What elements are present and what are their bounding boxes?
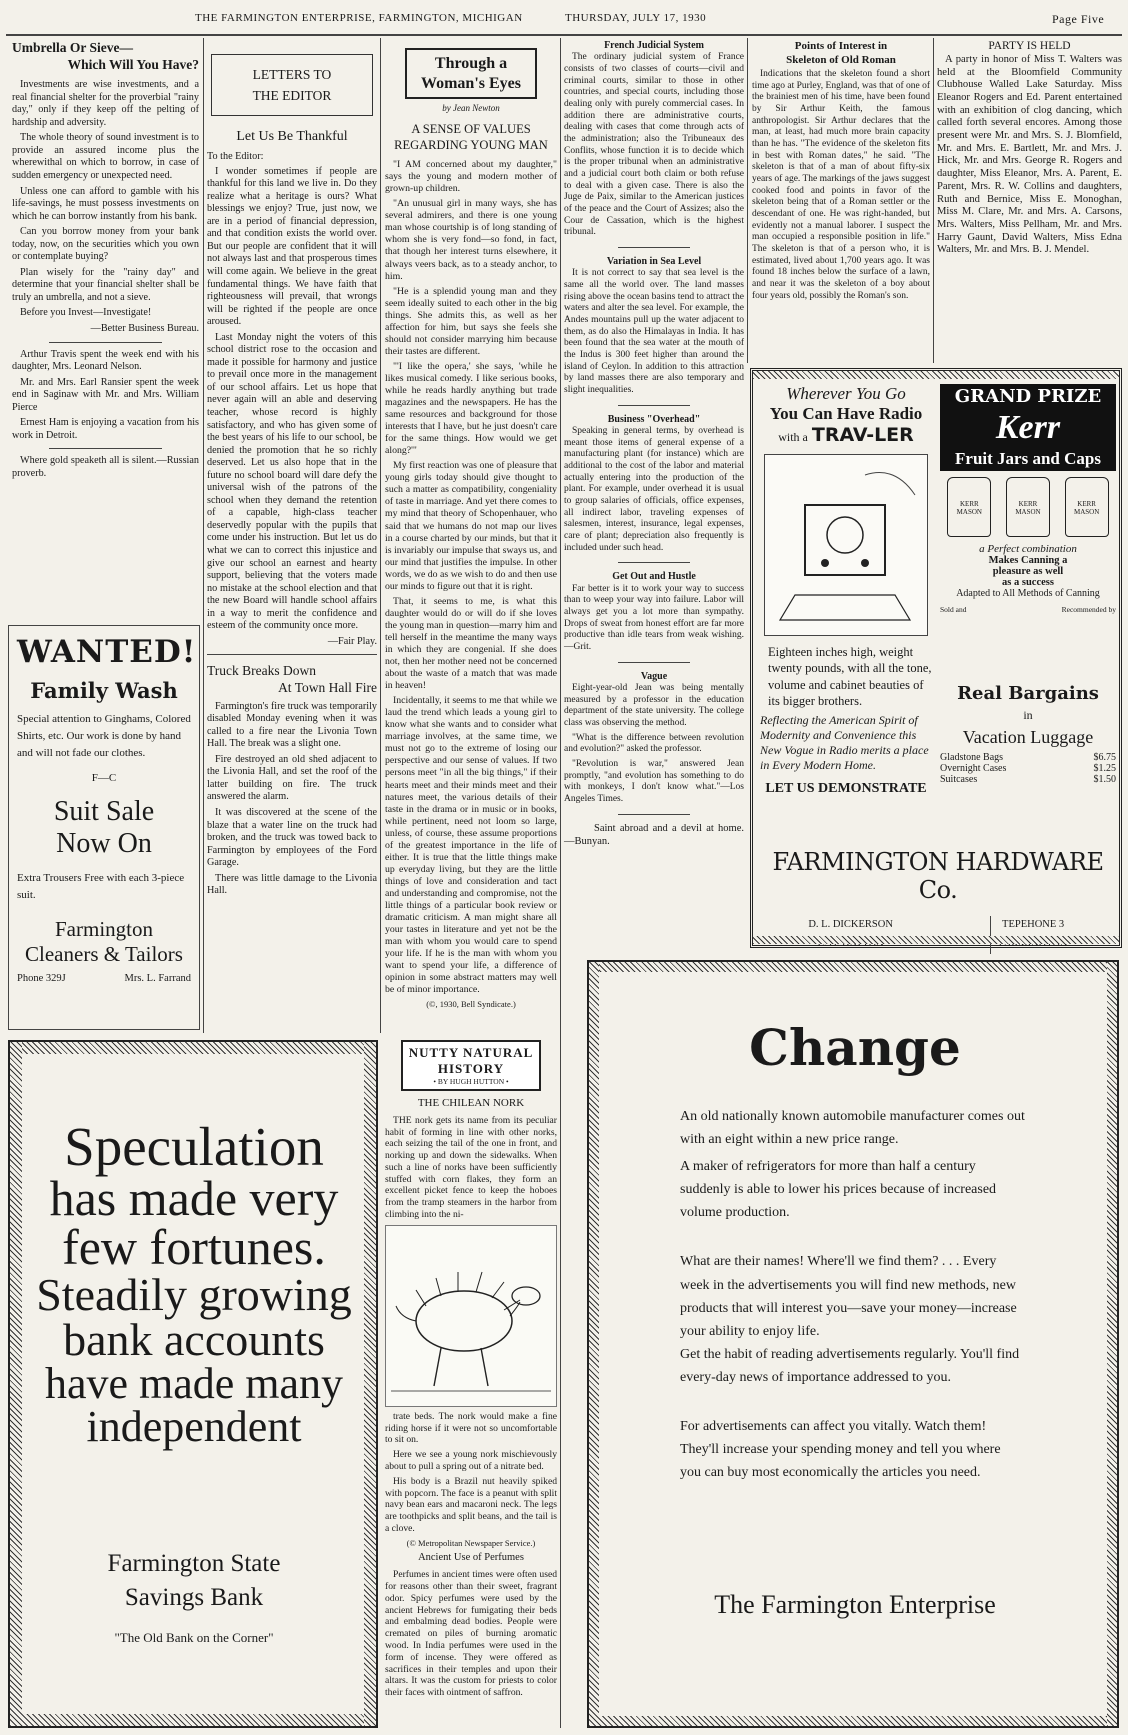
nork-illustration	[385, 1225, 557, 1407]
paragraph: It is not correct to say that sea level is the same all the world over. The land masses rising above the ocean basins tend to attract the waters and alter the sea level. For example, the Andes mountains pull up the water adjacent to them, as do also the Himalayas in India. It has been found that the sea water at the mouth of the Indus is 300 feet higher than around the island of Ceylon. In addition to this attraction by land masses there are also temporary and slight inequalities.	[564, 268, 744, 396]
column-rule	[560, 38, 561, 1728]
divider	[618, 562, 690, 563]
paragraph: Last Monday night the voters of this school district rose to the occasion and made it possible for harmony and justice to prevail once more in the management of our school affairs. Let us hope that never again will an able and deserving teacher, whose record is highly satisfactory, and who has given some of the best years of his life to our school, be denied the promotion that he so richly deserved. Let us also hope that in the future no school board will dare defy the universal wish of the patrons of the school when they demand the retention of a capable, high-class teacher deservedly popular with the pupils that come under his instruction. But let us do what we can to correct this injustice and give our school an earnest and hearty support, believing that the voters made no mistake at the school election and that the new Board will handle school affairs in a way to merit the confidence and esteem of the community once more.	[207, 331, 377, 632]
letters-column	[207, 40, 377, 901]
radio-cta: LET US DEMONSTRATE	[765, 781, 927, 796]
article-heading: A SENSE OF VALUES REGARDING YOUNG MAN	[394, 122, 548, 152]
kerr-line: as a success	[1002, 577, 1054, 588]
ad-border-pattern	[753, 371, 1119, 379]
bank-slogan	[24, 1116, 364, 1452]
jars	[940, 477, 1116, 537]
paragraph: It was discovered at the scene of the blaze that a water line on the truck had broken, and the truck was towed back to Farmington by employees of the Ford Garage.	[207, 806, 377, 869]
brief-heading: Business "Overhead"	[607, 413, 701, 425]
bargain-in: in	[1023, 708, 1033, 722]
page-number: Page Five	[1052, 12, 1105, 26]
paragraph: There was little damage to the Livonia Hall.	[207, 872, 377, 897]
paragraph: Here we see a young nork mischievously about to pull a spring out of a nitrate bed.	[385, 1449, 557, 1473]
logo-title: NUTTY NATURAL	[408, 1045, 534, 1060]
ad-border-pattern	[589, 1716, 1117, 1726]
kerr-line: Makes Canning a	[988, 555, 1068, 566]
article-title: Truck Breaks Down	[207, 663, 316, 679]
article-heading: PARTY IS HELD	[988, 40, 1071, 52]
news-item: Ernest Ham is enjoying a vacation from his work in Detroit.	[12, 417, 199, 441]
paragraph: For advertisements can affect you vitally. Watch them! They'll increase your spending money and tell you where you can buy most economically the articles you need.	[680, 1419, 1001, 1481]
ad-body: Special attention to Ginghams, Colored Shirts, etc. Our work is done by hand and will not fade our clothes.	[17, 713, 191, 760]
radio-ad	[760, 384, 932, 839]
change-title: Change	[749, 1018, 961, 1077]
ad-border-pattern	[10, 1042, 22, 1726]
radio-illustration	[764, 454, 928, 636]
ad-subtitle: Family Wash	[30, 678, 178, 703]
masthead-rule	[6, 34, 1122, 36]
kerr-product: Fruit Jars and Caps	[940, 447, 1116, 471]
bargain-heading: Real Bargains	[957, 683, 1099, 704]
ad-border-pattern	[1107, 962, 1117, 1726]
sale-heading: Now On	[56, 828, 152, 860]
paragraph: "An unusual girl in many ways, she has several admirers, and there is one young man whose courtship is of long standing of whom she is very fond—so fond, in fact, that though her interest turns elsewhere, it always veers back, as to a steady anchor, to him.	[385, 198, 557, 282]
paragraph: An old nationally known automobile manufacturer comes out with an eight within a new price range.	[680, 1109, 1025, 1148]
kerr-sold: Sold and	[940, 605, 967, 614]
paragraph: Far better is it to work your way to success than to weep your way into failure. Labor will always get you a lot more than sympathy. Drops of sweat from honest effort are far more productive than idle tears from weak wishing.—Grit.	[564, 583, 744, 653]
paragraph: Get the habit of reading advertisements regularly. You'll find every-day news of importance addressed to you.	[680, 1346, 1020, 1385]
ad-border-pattern	[10, 1042, 376, 1054]
paragraph: The ordinary judicial system of France consists of two classes of courts—civil and criminal courts, similar to those in other countries, and special courts, including those dealing only with purely commercial cases. In addition there are administrative courts, dealing with cases that come through acts of the administration; also the Tribuneaux des Conflits, whose function it is to decide which is the proper tribunal when an administrative and a judicial court both claim or both refuse to deal with a given case. There is also the Juge de Paix, similar to the American justices of the peace and the Court of Assizes; also the Cour de Cassation, which is the highest tribunal.	[564, 52, 744, 238]
kerr-brand: Kerr	[940, 409, 1116, 447]
sale-note: Extra Trousers Free with each 3-piece suit.	[17, 872, 185, 901]
article-title: At Town Hall Fire	[278, 679, 377, 695]
hardware-phone: TEPEHONE 3	[1002, 919, 1065, 930]
logo-title: Through a	[434, 55, 508, 72]
article-heading: Ancient Use of Perfumes	[418, 1552, 524, 1564]
slogan-line: has made very	[49, 1169, 339, 1226]
firm-name: Cleaners & Tailors	[25, 942, 183, 967]
article-heading: Skeleton of Old Roman	[786, 53, 896, 66]
ad-border-pattern	[753, 936, 1119, 944]
bank-name: Farmington State	[107, 1550, 281, 1577]
proverb: Where gold speaketh all is silent.—Russian proverb.	[12, 455, 199, 479]
slogan-line: few fortunes.	[62, 1218, 326, 1275]
paragraph: Can you borrow money from your bank today, now, on the securities which you own or contemplate buying?	[12, 226, 199, 263]
article-heading: Points of Interest in	[794, 40, 888, 52]
brief-heading: Variation in Sea Level	[606, 256, 702, 268]
brief-heading: French Judicial System	[604, 40, 704, 51]
party-article	[937, 40, 1122, 260]
masthead	[0, 6, 1128, 32]
divider	[207, 654, 377, 655]
kerr-ad	[940, 384, 1116, 614]
paragraph: "He is a splendid young man and they seem ideally suited to each other in the big things. She admits this, as well as her affection for him, but says she feels she should not consider marrying him because their tastes are different.	[385, 285, 557, 357]
nutty-logo	[401, 1040, 541, 1091]
paragraph: Investments are wise investments, and a real financial shelter for the proverbial "rainy day," only if they keep off the pelting of hardship and adversity.	[12, 79, 199, 128]
skeleton-article	[752, 40, 930, 305]
paragraph: Perfumes in ancient times were often used for reasons other than their sweet, fragrant odor. Spicy perfumes were used by the ancient Hebrews for fumigating their beds and embalming dead bodies. People were cremated on piles of burning aromatic wood. In India perfumes were used in the form of incense. They were offered as sacrifices in their temples and upon their altars. It was the custom for priests to color their faces with ointment of saffron.	[385, 1569, 557, 1699]
paragraph: trate beds. The nork would make a fine riding horse if it were not so uncomfortable to sit on.	[385, 1410, 557, 1446]
column-rule	[380, 38, 381, 1033]
ad-border-pattern	[589, 962, 1117, 972]
news-item: Mr. and Mrs. Earl Ransier spent the week end in Saginaw with Mr. and Mrs. William Pierce	[12, 376, 199, 413]
radio-icon	[765, 455, 927, 633]
divider	[618, 405, 690, 406]
letter-signature: —Fair Play.	[327, 635, 377, 647]
radio-spec: Eighteen inches high, weight twenty pounds, with all the tone, volume and cabinet beauties of its bigger brothers.	[768, 645, 932, 708]
paragraph: THE nork gets its name from its peculiar habit of forming in line with other norks, each seizing the tail of the one in front, and norking up and down the sidewalks. When such a line of norks have been sufficiently stuffed with corn flakes, they form an excellent picket fence to keep the hoboes from the tramp steamers in the harbor from climbing into the ni-	[385, 1114, 557, 1221]
byline: • BY HUGH HUTTON •	[433, 1076, 509, 1086]
masthead-paper: THE FARMINGTON ENTERPRISE, FARMINGTON, MICHIGAN	[195, 12, 523, 24]
jar-icon: KERR MASON	[1006, 477, 1050, 537]
paragraph: That, it seems to me, is what this daughter would do or will do if she loves the young man in question—marry him and tell herself in the meantime the many ways in which they are congenial. If she does not, then her mother need not be concerned about the waste of a match that was made in heaven!	[385, 595, 557, 692]
bargain-heading: Vacation Luggage	[962, 727, 1094, 747]
column-rule	[747, 38, 748, 363]
paragraph: "What is the difference between revolution and evolution?" asked the professor.	[564, 732, 744, 755]
paragraph: Fire destroyed an old shed adjacent to the Livonia Hall, and set the roof of the latter building on fire. The truck answered the alarm.	[207, 753, 377, 803]
divider	[49, 342, 161, 343]
slogan-line: have made many	[44, 1359, 344, 1409]
paragraph: Indications that the skeleton found a short time ago at Purley, England, was that of one of the brainiest men of his time, have been found by Sir Arthur Keith, the famous anthropologist. Sir Arthur declares that the man, at least, had much more brain capacity than he has. "The evidence of the skeleton fits in best with Roman dates," he said. "The skeleton is that of a man of about fifty-six years of age. The markings of the jaws suggest cooked food and points in favor of the skeleton being that of a Roman settler or the descendant of one. He was right-handed, but evidently not a manual laborer. I suspect the man occupied a responsible position in life." The skeleton is that of a person who, it is estimated, lived about 1,700 years ago. It was found 18 inches below the surface of a lawn, and near it was the skeleton of a boy about four years old, possibly the Roman's son.	[752, 69, 930, 301]
paragraph: A party in honor of Miss T. Walters was held at the Bloomfield Community Clubhouse Walled Lake Saturday. Miss Eleanor Rogers and Ed. Parent entertained with an exhibition of clog dancing, which called forth several encores. Among those present were Mr. and Mrs. S. J. Blomfield, Mr. and Mrs. E. Bartlett, Mr. and Mrs. J. Hick, Mr. and Mrs. George R. Rogers and daughter, Miss Eleanor, Mrs. A. Parent, E. Parent, Mrs. R. W. Collins and daughters, Ruth and Bernice, Miss E. Monoghan, Miss M. Clare, Mr. and Mrs. A. Carsons, Mrs. Walters, Miss Pellham, Mr. and Mrs. Harry Gaunt, David Walters, Miss Edna Walters, Mr. and Mrs. B. J. Mendel.	[937, 53, 1122, 256]
paragraph: Farmington's fire truck was temporarily disabled Monday evening when it was called to a fire near the Livonia Town Hall. The break was a slight one.	[207, 700, 377, 750]
price-row: Overnight Cases $1.25	[940, 763, 1116, 774]
ad-border-pattern	[10, 1714, 376, 1726]
letters-title: THE EDITOR	[252, 87, 332, 103]
letters-title: LETTERS TO	[252, 67, 332, 82]
hardware-name: FARMINGTON HARDWARE Co.	[772, 848, 1104, 904]
divider	[49, 448, 161, 449]
brief-heading: Vague	[640, 670, 668, 682]
slogan-line: Steadily growing	[36, 1268, 352, 1320]
bank-name-block	[24, 1550, 364, 1646]
attribution: —Better Business Bureau.	[90, 323, 199, 335]
column-logo	[405, 48, 537, 99]
ad-border-pattern	[364, 1042, 376, 1726]
paragraph: Eight-year-old Jean was being mentally measured by a professor in the education department of the state university. The college class was observing the method.	[564, 683, 744, 729]
letter-salute: To the Editor:	[207, 151, 264, 163]
paragraph: Speaking in general terms, by overhead is meant those items of general expense of a manufacturing plant (for instance) which are additional to the cost of the labor and material actually entering into the production of the plant. For example, under overhead it is usual to group salaries of officials, office expenses, all indirect labor, traveling expenses of salesmen, interest, insurance, legal expenses, care of plant; depreciation also frequently is included under such head.	[564, 426, 744, 553]
divider	[618, 662, 690, 663]
logo-title: HISTORY	[437, 1060, 505, 1076]
bank-name: Savings Bank	[124, 1584, 264, 1611]
sale-heading: Suit Sale	[53, 796, 155, 828]
paragraph: A maker of refrigerators for more than half a century suddenly is able to lower his prices because of increased volume production.	[680, 1159, 997, 1221]
jar-icon: KERR MASON	[1065, 477, 1109, 537]
ad-code: F—C	[91, 772, 117, 785]
paragraph: Plan wisely for the "rainy day" and determine that your financial shelter shall be truly an umbrella, and not a sieve.	[12, 266, 199, 303]
column-rule	[933, 38, 934, 363]
letters-box	[211, 54, 373, 116]
radio-tagline: Reflecting the American Spirit of Modernity and Convenience this New Vogue in Radio merits a place in Every Modern Home.	[760, 713, 929, 772]
bank-motto: "The Old Bank on the Corner"	[114, 1630, 274, 1645]
kerr-recommended: Recommended by	[1061, 605, 1116, 614]
proverb: Saint abroad and a devil at home.—Bunyan.	[564, 822, 744, 847]
paragraph: My first reaction was one of pleasure that young girls today should give thought to such a matter as compatibility, congeniality of taste in marriage. And yet there comes to my mind that theory of Schopenhauer, who said that we humans do not map our lives in a course charted by our minds, but that it is invariably our impulse that sways us, and our mind that justifies the impulse. In other words, we do as we wish to do and then use our minds to figure out that it is right.	[385, 460, 557, 592]
price-row: Gladstone Bags $6.75	[940, 752, 1116, 763]
proprietor: D. L. DICKERSON	[808, 919, 893, 930]
kerr-line: a Perfect combination	[979, 543, 1077, 555]
divider	[618, 814, 690, 815]
kerr-line: pleasure as well	[992, 566, 1064, 577]
slogan-line: bank accounts	[63, 1313, 325, 1365]
letter-heading: Let Us Be Thankful	[236, 128, 348, 144]
paragraph: Unless one can afford to gamble with his life-savings, he must possess investments on which he can borrow instantly from his bank.	[12, 185, 199, 222]
paragraph: Before you Invest—Investigate!	[20, 307, 152, 319]
paragraph: "'I like the opera,' she says, 'while he likes musical comedy. I like serious books, while he reads hardly anything but trade magazines and the newspapers. He has the same resources and background for those interests that I have, but he just doesn't care for the same things. How would we get along?'"	[385, 360, 557, 457]
paragraph: I wonder sometimes if people are thankful for this land we live in. Do they realize what a heritage is ours? What blessings we enjoy? True, just now, we are in a period of financial depression, and that condition exists the world over. But our people are confident that it will not always last and that prosperous times will come again. We believe in the great fundamental things. We have faith that righteousness will prevail, that wrongs will be righted if the people are once aroused.	[207, 165, 377, 328]
masthead-date: THURSDAY, JULY 17, 1930	[565, 12, 707, 24]
kerr-prize: GRAND PRIZE	[940, 384, 1116, 409]
paragraph: "Revolution is war," answered Jean promptly, "and evolution has something to do with monkeys, I don't know what."—Los Angeles Times.	[564, 759, 744, 805]
credit: (© Metropolitan Newspaper Service.)	[406, 1537, 536, 1548]
price-row: Suitcases $1.50	[940, 774, 1116, 785]
nork-icon	[386, 1226, 556, 1404]
nutty-column	[385, 1040, 557, 1702]
ad-title: WANTED!	[17, 634, 197, 670]
slogan-line: independent	[86, 1402, 302, 1452]
radio-headline: Wherever You Go	[786, 384, 906, 403]
firm-owner: Mrs. L. Farrand	[124, 973, 191, 985]
slogan-line: Speculation	[64, 1116, 324, 1177]
change-body	[680, 1105, 1025, 1484]
luggage-ad	[940, 683, 1116, 785]
col4-briefs	[564, 40, 744, 852]
paragraph: Incidentally, it seems to me that while we laud the trend which leads a young girl to know what she wants and to consider what marriage involves, at the same time, we must not go to the extreme of losing our perspective and our sense of values. If two persons meet "in all the big things," if their hearts meet and their minds meet and their natures meet, the various details of their taste in the drama or in music or in books, while pertinent, need not loom so large, unless, of course, these assume proportions of the greatest importance in the life of either. It is true that the little things make up everyday living, but they are the little things of love and consideration and tact and understanding and compromise, not the little things of a particular book review or dramatic criticism. A man might share all your tastes in literature and yet not be the man with whom you would care to spend your life. If he is the man with whom you want to spend your life, a difference of opinion in some abstract matters may well be of minor importance.	[385, 695, 557, 996]
column-rule	[203, 38, 204, 1033]
jar-icon: KERR MASON	[947, 477, 991, 537]
paragraph: His body is a Brazil nut heavily spiked with popcorn. The face is a peanut with split navy bean ears and macaroni neck. The legs are toothpicks and split beans, and the tail is a clove.	[385, 1475, 557, 1535]
ad-border-pattern	[589, 962, 599, 1726]
radio-brand: TRAV-LER	[811, 424, 914, 446]
byline: by Jean Newton	[442, 103, 500, 114]
paragraph: The whole theory of sound investment is to provide an assured income plus the wherewithal on which to borrow, in case of sudden emergency or unexpected need.	[12, 132, 199, 182]
article-title: Which Will You Have?	[67, 56, 199, 72]
brief-heading: Get Out and Hustle	[612, 571, 696, 583]
cleaners-ad	[8, 625, 200, 1030]
paragraph: "I AM concerned about my daughter," says the young and modern mother of grown-up children.	[385, 159, 557, 195]
radio-with: with a	[778, 430, 808, 444]
news-item: Arthur Travis spent the week end with his daughter, Mrs. Leonard Nelson.	[12, 348, 199, 373]
umbrella-article	[12, 40, 199, 484]
woman-column	[385, 40, 557, 1010]
article-heading: THE CHILEAN NORK	[417, 1097, 525, 1110]
radio-headline: You Can Have Radio	[769, 404, 923, 423]
credit: (©, 1930, Bell Syndicate.)	[426, 999, 516, 1010]
kerr-line: Adapted to All Methods of Canning	[956, 588, 1100, 599]
change-signature: The Farmington Enterprise	[714, 1590, 996, 1619]
firm-name: Farmington	[55, 917, 153, 942]
logo-title: Woman's Eyes	[420, 74, 521, 92]
article-title: Umbrella Or Sieve—	[12, 40, 133, 55]
paragraph: What are their names! Where'll we find them? . . . Every week in the advertisements you will find new methods, new products that will interest you—save your money—increase your ability to enjoy life.	[680, 1254, 1017, 1339]
divider	[618, 247, 690, 248]
price-list	[940, 752, 1116, 785]
firm-phone: Phone 329J	[17, 973, 66, 985]
